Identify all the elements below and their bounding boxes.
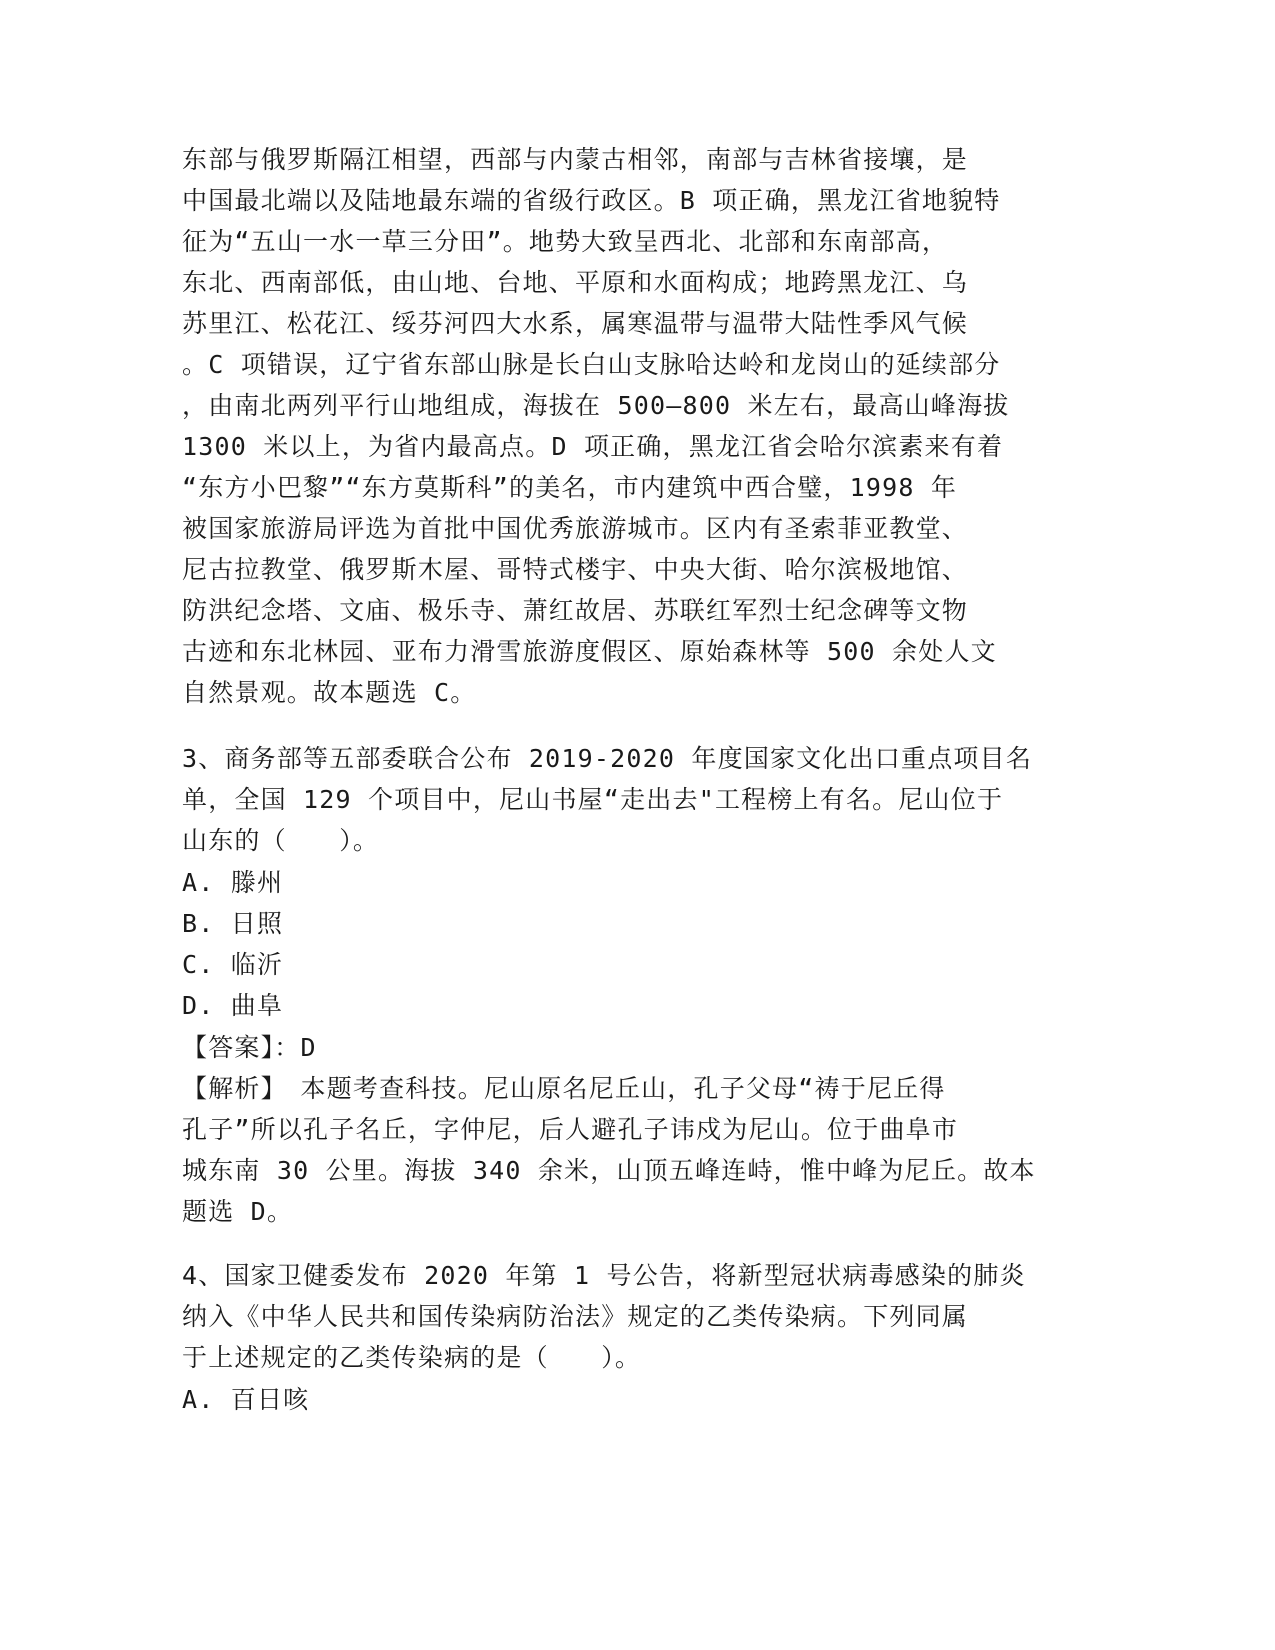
analysis-line: 题选 D。 [182, 1197, 294, 1226]
question-stem-line: 单，全国 129 个项目中，尼山书屋“走出去"工程榜上有名。尼山位于 [182, 785, 1004, 814]
option-c: C. 临沂 [182, 950, 284, 979]
analysis-line: 孔子”所以孔子名丘，字仲尼，后人避孔子讳戍为尼山。位于曲阜市 [182, 1115, 959, 1144]
text-line: 1300 米以上，为省内最高点。D 项正确，黑龙江省会哈尔滨素来有着 [182, 432, 1004, 461]
question-stem-line: 3、商务部等五部委联合公布 2019-2020 年度国家文化出口重点项目名 [182, 744, 1033, 773]
text-line: 尼古拉教堂、俄罗斯木屋、哥特式楼宇、中央大街、哈尔滨极地馆、 [182, 555, 969, 584]
text-line: 被国家旅游局评选为首批中国优秀旅游城市。区内有圣索菲亚教堂、 [182, 514, 969, 543]
analysis-line: 【解析】 本题考查科技。尼山原名尼丘山，孔子父母“祷于尼丘得 [182, 1074, 946, 1103]
answer-line: 【答案】：D [182, 1033, 317, 1062]
text-line: 征为“五山一水一草三分田”。地势大致呈西北、北部和东南部高， [182, 227, 949, 256]
text-line: 苏里江、松花江、绥芬河四大水系，属寒温带与温带大陆性季风气候 [182, 309, 969, 338]
text-line: 自然景观。故本题选 C。 [182, 678, 477, 707]
option-d: D. 曲阜 [182, 991, 284, 1020]
question-stem-line: 山东的（ ）。 [182, 826, 380, 855]
text-line: 东部与俄罗斯隔江相望，西部与内蒙古相邻，南部与吉林省接壤，是 [182, 145, 969, 174]
text-line: 。C 项错误，辽宁省东部山脉是长白山支脉哈达岭和龙岗山的延续部分 [182, 350, 1001, 379]
option-a: A. 百日咳 [182, 1385, 310, 1414]
text-line: 中国最北端以及陆地最东端的省级行政区。B 项正确，黑龙江省地貌特 [182, 186, 1001, 215]
text-line: ，由南北两列平行山地组成，海拔在 500—800 米左右，最高山峰海拔 [182, 391, 1010, 420]
text-line: 古迹和东北林园、亚布力滑雪旅游度假区、原始森林等 500 余处人文 [182, 637, 997, 666]
option-b: B. 日照 [182, 909, 284, 938]
question-stem-line: 纳入《中华人民共和国传染病防治法》规定的乙类传染病。下列同属 [182, 1302, 969, 1331]
text-line: 防洪纪念塔、文庙、极乐寺、萧红故居、苏联红军烈士纪念碑等文物 [182, 596, 969, 625]
option-a: A. 滕州 [182, 868, 284, 897]
question-stem-line: 4、国家卫健委发布 2020 年第 1 号公告，将新型冠状病毒感染的肺炎 [182, 1261, 1026, 1290]
text-line: “东方小巴黎”“东方莫斯科”的美名，市内建筑中西合璧，1998 年 [182, 473, 958, 502]
analysis-line: 城东南 30 公里。海拔 340 余米，山顶五峰连峙，惟中峰为尼丘。故本 [182, 1156, 1036, 1185]
text-line: 东北、西南部低，由山地、台地、平原和水面构成；地跨黑龙江、乌 [182, 268, 969, 297]
question-stem-line: 于上述规定的乙类传染病的是（ ）。 [182, 1343, 642, 1372]
